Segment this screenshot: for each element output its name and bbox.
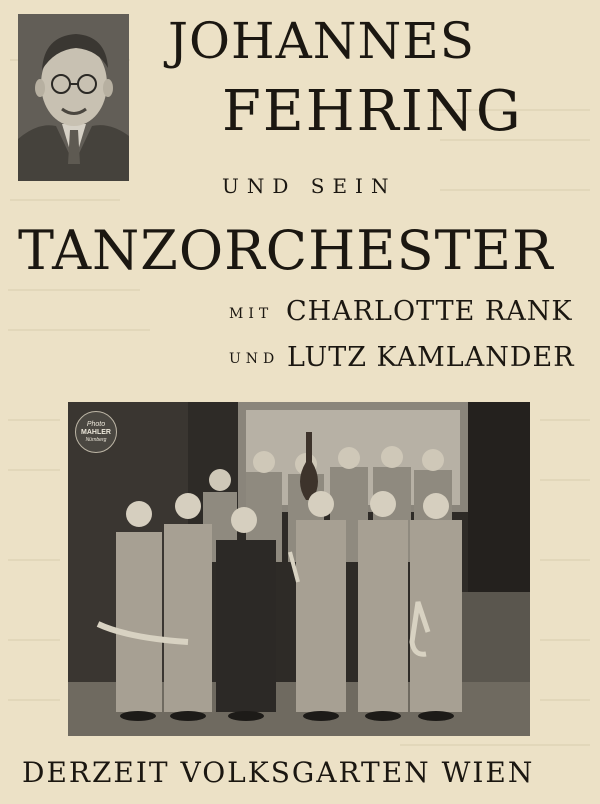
venue-line: DERZEIT VOLKSGARTEN WIEN xyxy=(22,756,535,789)
with-label: MIT xyxy=(229,306,274,322)
leader-first-name: JOHANNES xyxy=(168,12,475,70)
photo-credit-line2: MAHLER xyxy=(81,429,111,436)
leader-last-name: FEHRING xyxy=(222,79,523,144)
connector-text: UND SEIN xyxy=(222,174,397,198)
portrait-photo xyxy=(18,14,129,181)
photo-credit-line1: Photo xyxy=(86,421,106,428)
photo-credit-line3: Nürnberg xyxy=(85,437,107,443)
photo-credit-stamp xyxy=(75,411,117,453)
singer-name-2: LUTZ KAMLANDER xyxy=(287,342,575,373)
singer-name-1: CHARLOTTE RANK xyxy=(286,296,573,327)
ensemble-title: TANZORCHESTER xyxy=(18,219,554,282)
band-photo xyxy=(68,402,530,736)
and-label: UND xyxy=(229,351,280,367)
